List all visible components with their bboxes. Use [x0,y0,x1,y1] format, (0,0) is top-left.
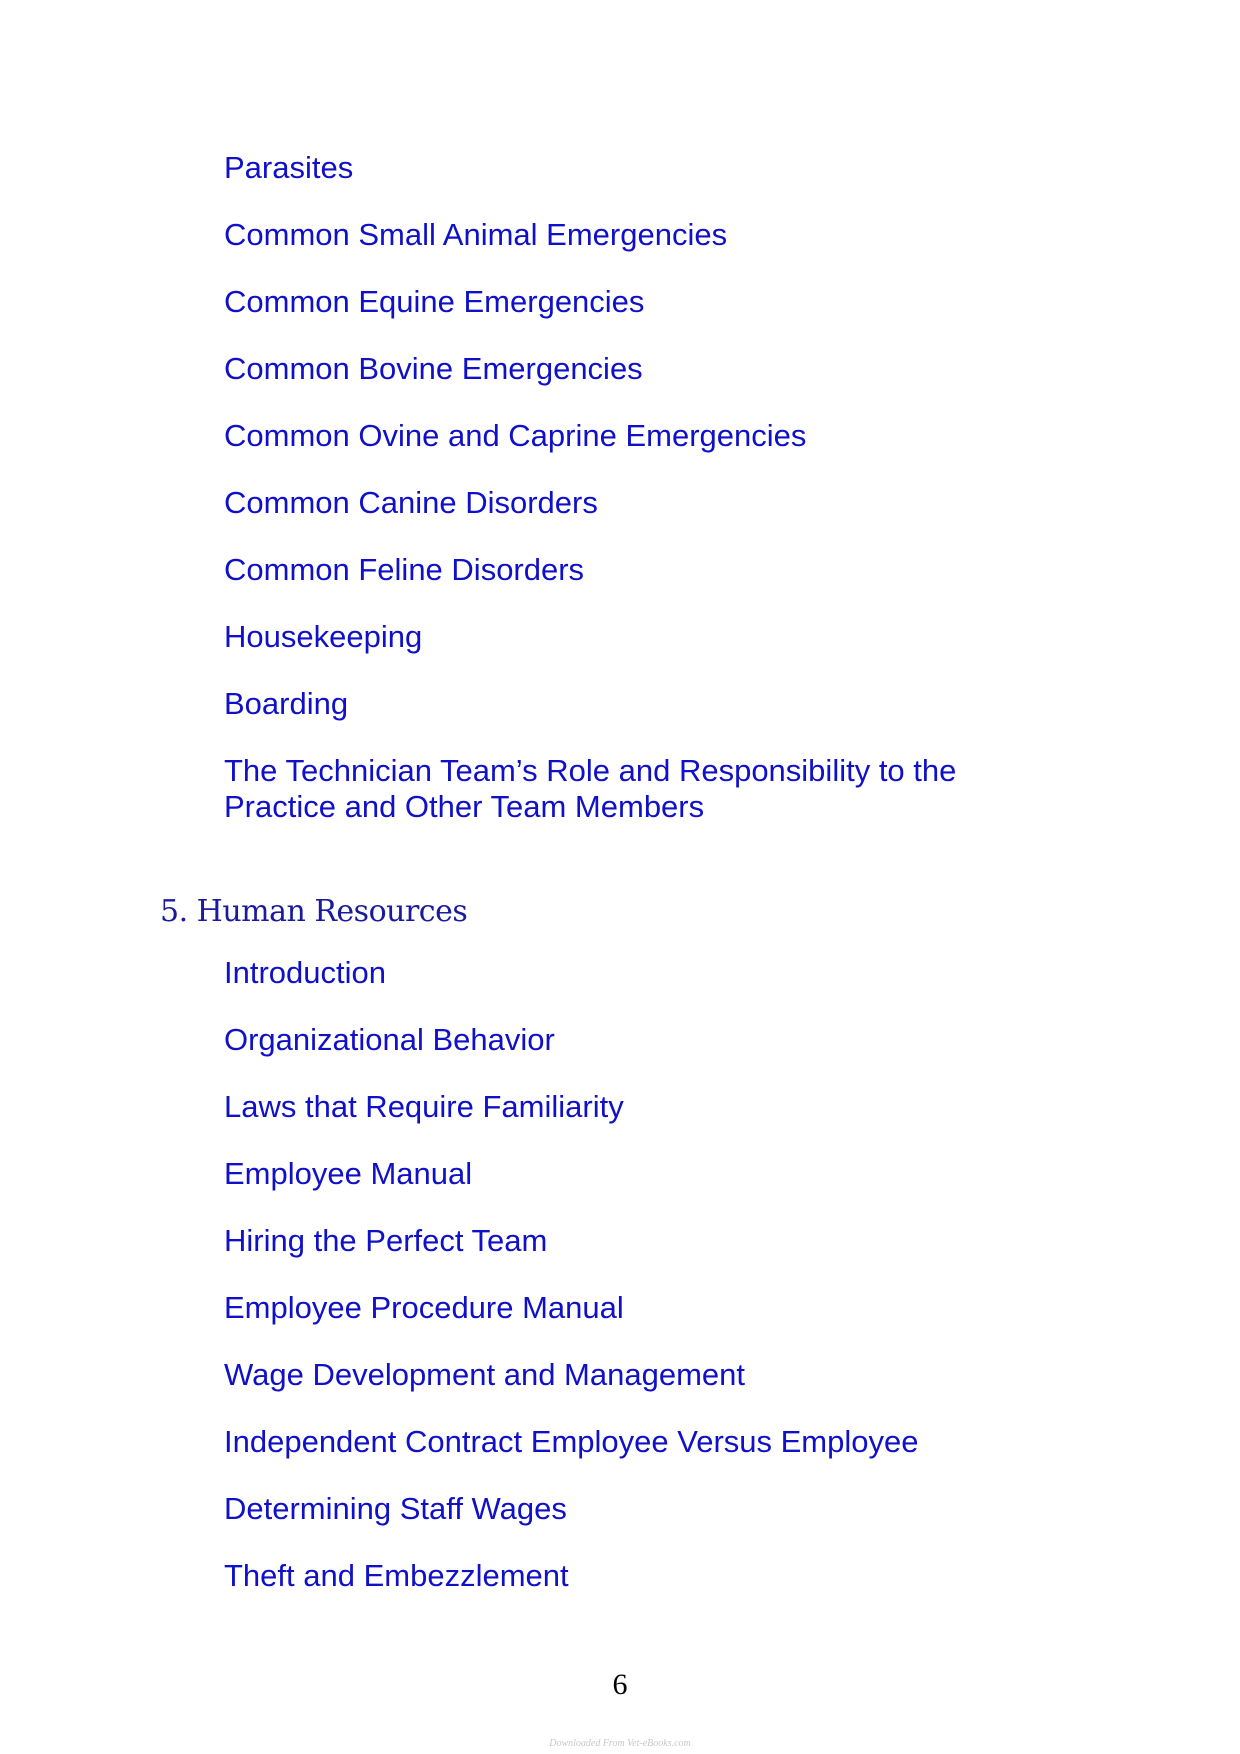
toc-link-equine-emergencies[interactable]: Common Equine Emergencies [224,284,645,319]
toc-link-small-animal-emergencies[interactable]: Common Small Animal Emergencies [224,217,728,252]
toc-link-staff-wages[interactable]: Determining Staff Wages [224,1491,567,1526]
toc-link-laws-familiarity[interactable]: Laws that Require Familiarity [224,1089,624,1124]
toc-link-employee-procedure-manual[interactable]: Employee Procedure Manual [224,1290,624,1325]
toc-link-feline-disorders[interactable]: Common Feline Disorders [224,552,585,587]
toc-link-organizational-behavior[interactable]: Organizational Behavior [224,1022,555,1057]
toc-link-employee-manual[interactable]: Employee Manual [224,1156,473,1191]
toc-link-canine-disorders[interactable]: Common Canine Disorders [224,485,598,520]
toc-link-ovine-caprine-emergencies[interactable]: Common Ovine and Caprine Emergencies [224,418,807,453]
toc-link-hiring-team[interactable]: Hiring the Perfect Team [224,1223,548,1258]
toc-link-bovine-emergencies[interactable]: Common Bovine Emergencies [224,351,643,386]
page-number: 6 [612,1668,628,1701]
toc-link-housekeeping[interactable]: Housekeeping [224,619,423,654]
toc-link-boarding[interactable]: Boarding [224,686,349,721]
toc-link-line: The Technician Team’s Role and Responsibility to the [224,753,957,788]
chapter-heading: 5. Human Resources [160,894,468,929]
toc-link-line: Practice and Other Team Members [224,789,705,824]
toc-link-introduction[interactable]: Introduction [224,955,386,990]
toc-link-wage-development[interactable]: Wage Development and Management [224,1357,745,1392]
toc-link-parasites[interactable]: Parasites [224,150,354,185]
watermark-text: Downloaded From Vet-eBooks.com [549,1738,691,1749]
toc-link-technician-team-role[interactable] [224,753,1044,825]
toc-link-theft-embezzlement[interactable]: Theft and Embezzlement [224,1558,569,1593]
toc-link-independent-contract[interactable]: Independent Contract Employee Versus Employee [224,1424,919,1459]
